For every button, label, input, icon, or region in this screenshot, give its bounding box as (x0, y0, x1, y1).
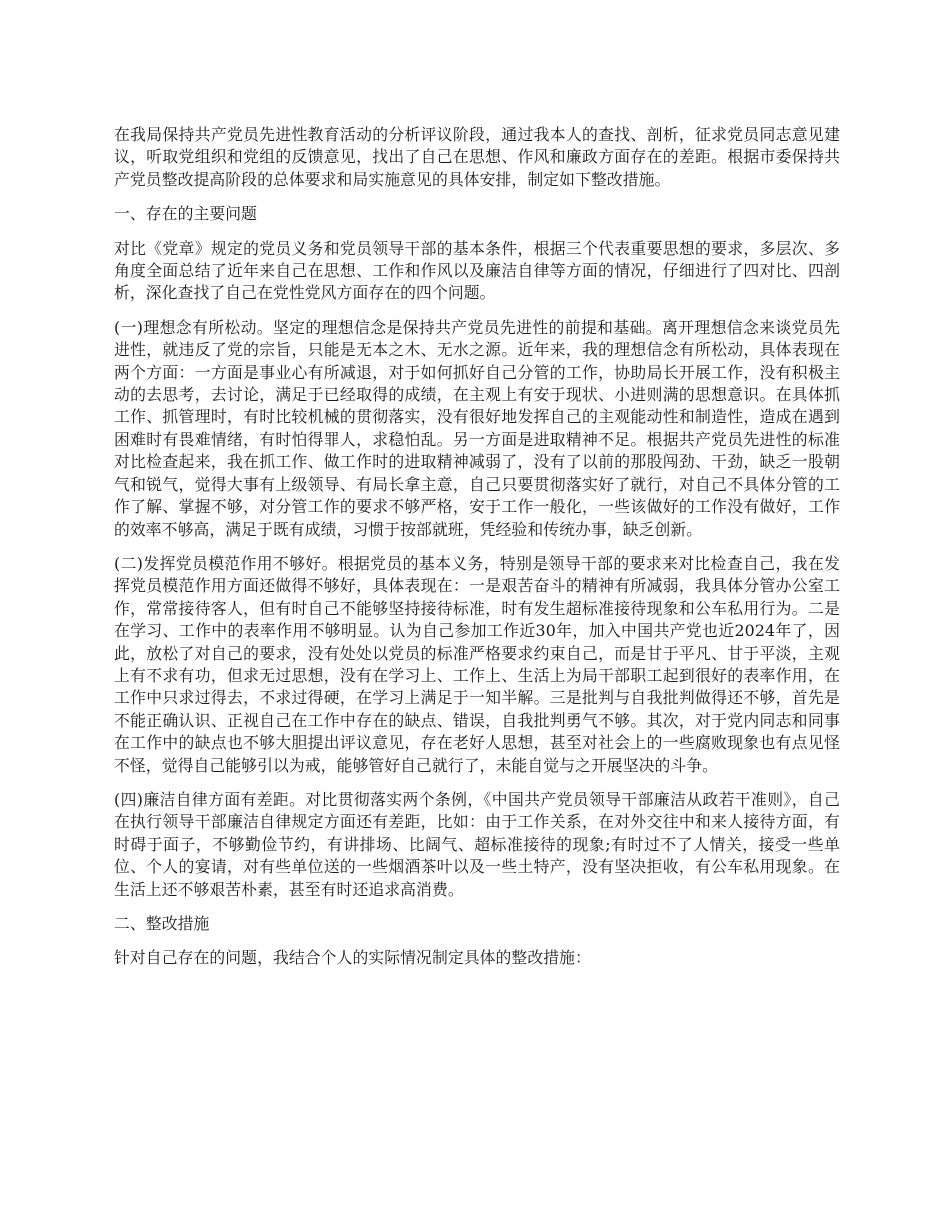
section-heading-measures: 二、整改措施 (114, 914, 210, 933)
problem-2-paragraph: (二)发挥党员模范作用不够好。根据党员的基本义务，特别是领导干部的要求来对比检查自己，我在发挥党员模范作用方面还做得不够好，具体表现在：一是艰苦奋斗的精神有所减弱，我具体分管办公室工作，常常接待客人，但有时自己不能够坚持接待标准，时有发生超标准接待现象和公车私用行为。二是在学习、工作中的表率作用不够明显。认为自己参加工作近30年，加入中国共产党也近2024年了，因此，放松了对自己的要求，没有处处以党员的标准严格要求约束自己，而是甘于平凡、甘于平淡，主观上有不求有功，但求无过思想，没有在学习上、工作上、生活上为局干部职工起到很好的表率作用，在工作中只求过得去，不求过得硬，在学习上满足于一知半解。三是批判与自我批判做得还不够，首先是不能正确认识、正视自己在工作中存在的缺点、错误，自我批判勇气不够。其次，对于党内同志和同事在工作中的缺点也不够大胆提出评议意见，存在老好人思想，甚至对社会上的一些腐败现象也有点见怪不怪，觉得自己能够引以为戒，能够管好自己就行了，未能自觉与之开展坚决的斗争。 (114, 553, 840, 775)
problem-1-paragraph: (一)理想念有所松动。坚定的理想信念是保持共产党员先进性的前提和基础。离开理想信念来谈党员先进性，就违反了党的宗旨，只能是无本之木、无水之源。近年来，我的理想信念有所松动，具体表现在两个方面：一方面是事业心有所减退，对于如何抓好自己分管的工作，协助局长开展工作，没有积极主动的去思考，去讨论，满足于已经取得的成绩，在主观上有安于现状、小进则满的思想意识。在具体抓工作、抓管理时，有时比较机械的贯彻落实，没有很好地发挥自己的主观能动性和制造性，造成在遇到困难时有畏难情绪，有时怕得罪人，求稳怕乱。另一方面是进取精神不足。根据共产党员先进性的标准对比检查起来，我在抓工作、做工作时的进取精神减弱了，没有了以前的那股闯劲、干劲，缺乏一股朝气和锐气，觉得大事有上级领导、有局长拿主意，自己只要贯彻落实好了就行，对自己不具体分管的工作了解、掌握不够，对分管工作的要求不够严格，安于工作一般化，一些该做好的工作没有做好，工作的效率不够高，满足于既有成绩，习惯于按部就班，凭经验和传统办事，缺乏创新。 (114, 317, 840, 539)
problem-4-paragraph: (四)廉洁自律方面有差距。对比贯彻落实两个条例，《中国共产党员领导干部廉洁从政若干准则》，自己在执行领导干部廉洁自律规定方面还有差距，比如：由于工作关系，在对外交往中和来人接待方面，有时碍于面子，不够勤俭节约，有讲排场、比阔气、超标准接待的现象;有时过不了人情关，接受一些单位、个人的宴请，对有些单位送的一些烟酒茶叶以及一些土特产，没有坚决拒收，有公车私用现象。在生活上还不够艰苦朴素，甚至有时还追求高消费。 (114, 789, 840, 899)
document-body (114, 124, 840, 982)
measures-intro-paragraph: 针对自己存在的问题，我结合个人的实际情况制定具体的整改措施： (114, 948, 591, 968)
problems-overview-paragraph: 对比《党章》规定的党员义务和党员领导干部的基本条件，根据三个代表重要思想的要求，多层次、多角度全面总结了近年来自己在思想、工作和作风以及廉洁自律等方面的情况，仔细进行了四对比、四剖析，深化查找了自己在党性党风方面存在的四个问题。 (114, 238, 840, 303)
intro-paragraph: 在我局保持共产党员先进性教育活动的分析评议阶段，通过我本人的查找、剖析，征求党员同志意见建议，听取党组织和党组的反馈意见，找出了自己在思想、作风和廉政方面存在的差距。根据市委保持共产党员整改提高阶段的总体要求和局实施意见的具体安排，制定如下整改措施。 (114, 125, 840, 189)
section-heading-problems: 一、存在的主要问题 (114, 204, 258, 224)
